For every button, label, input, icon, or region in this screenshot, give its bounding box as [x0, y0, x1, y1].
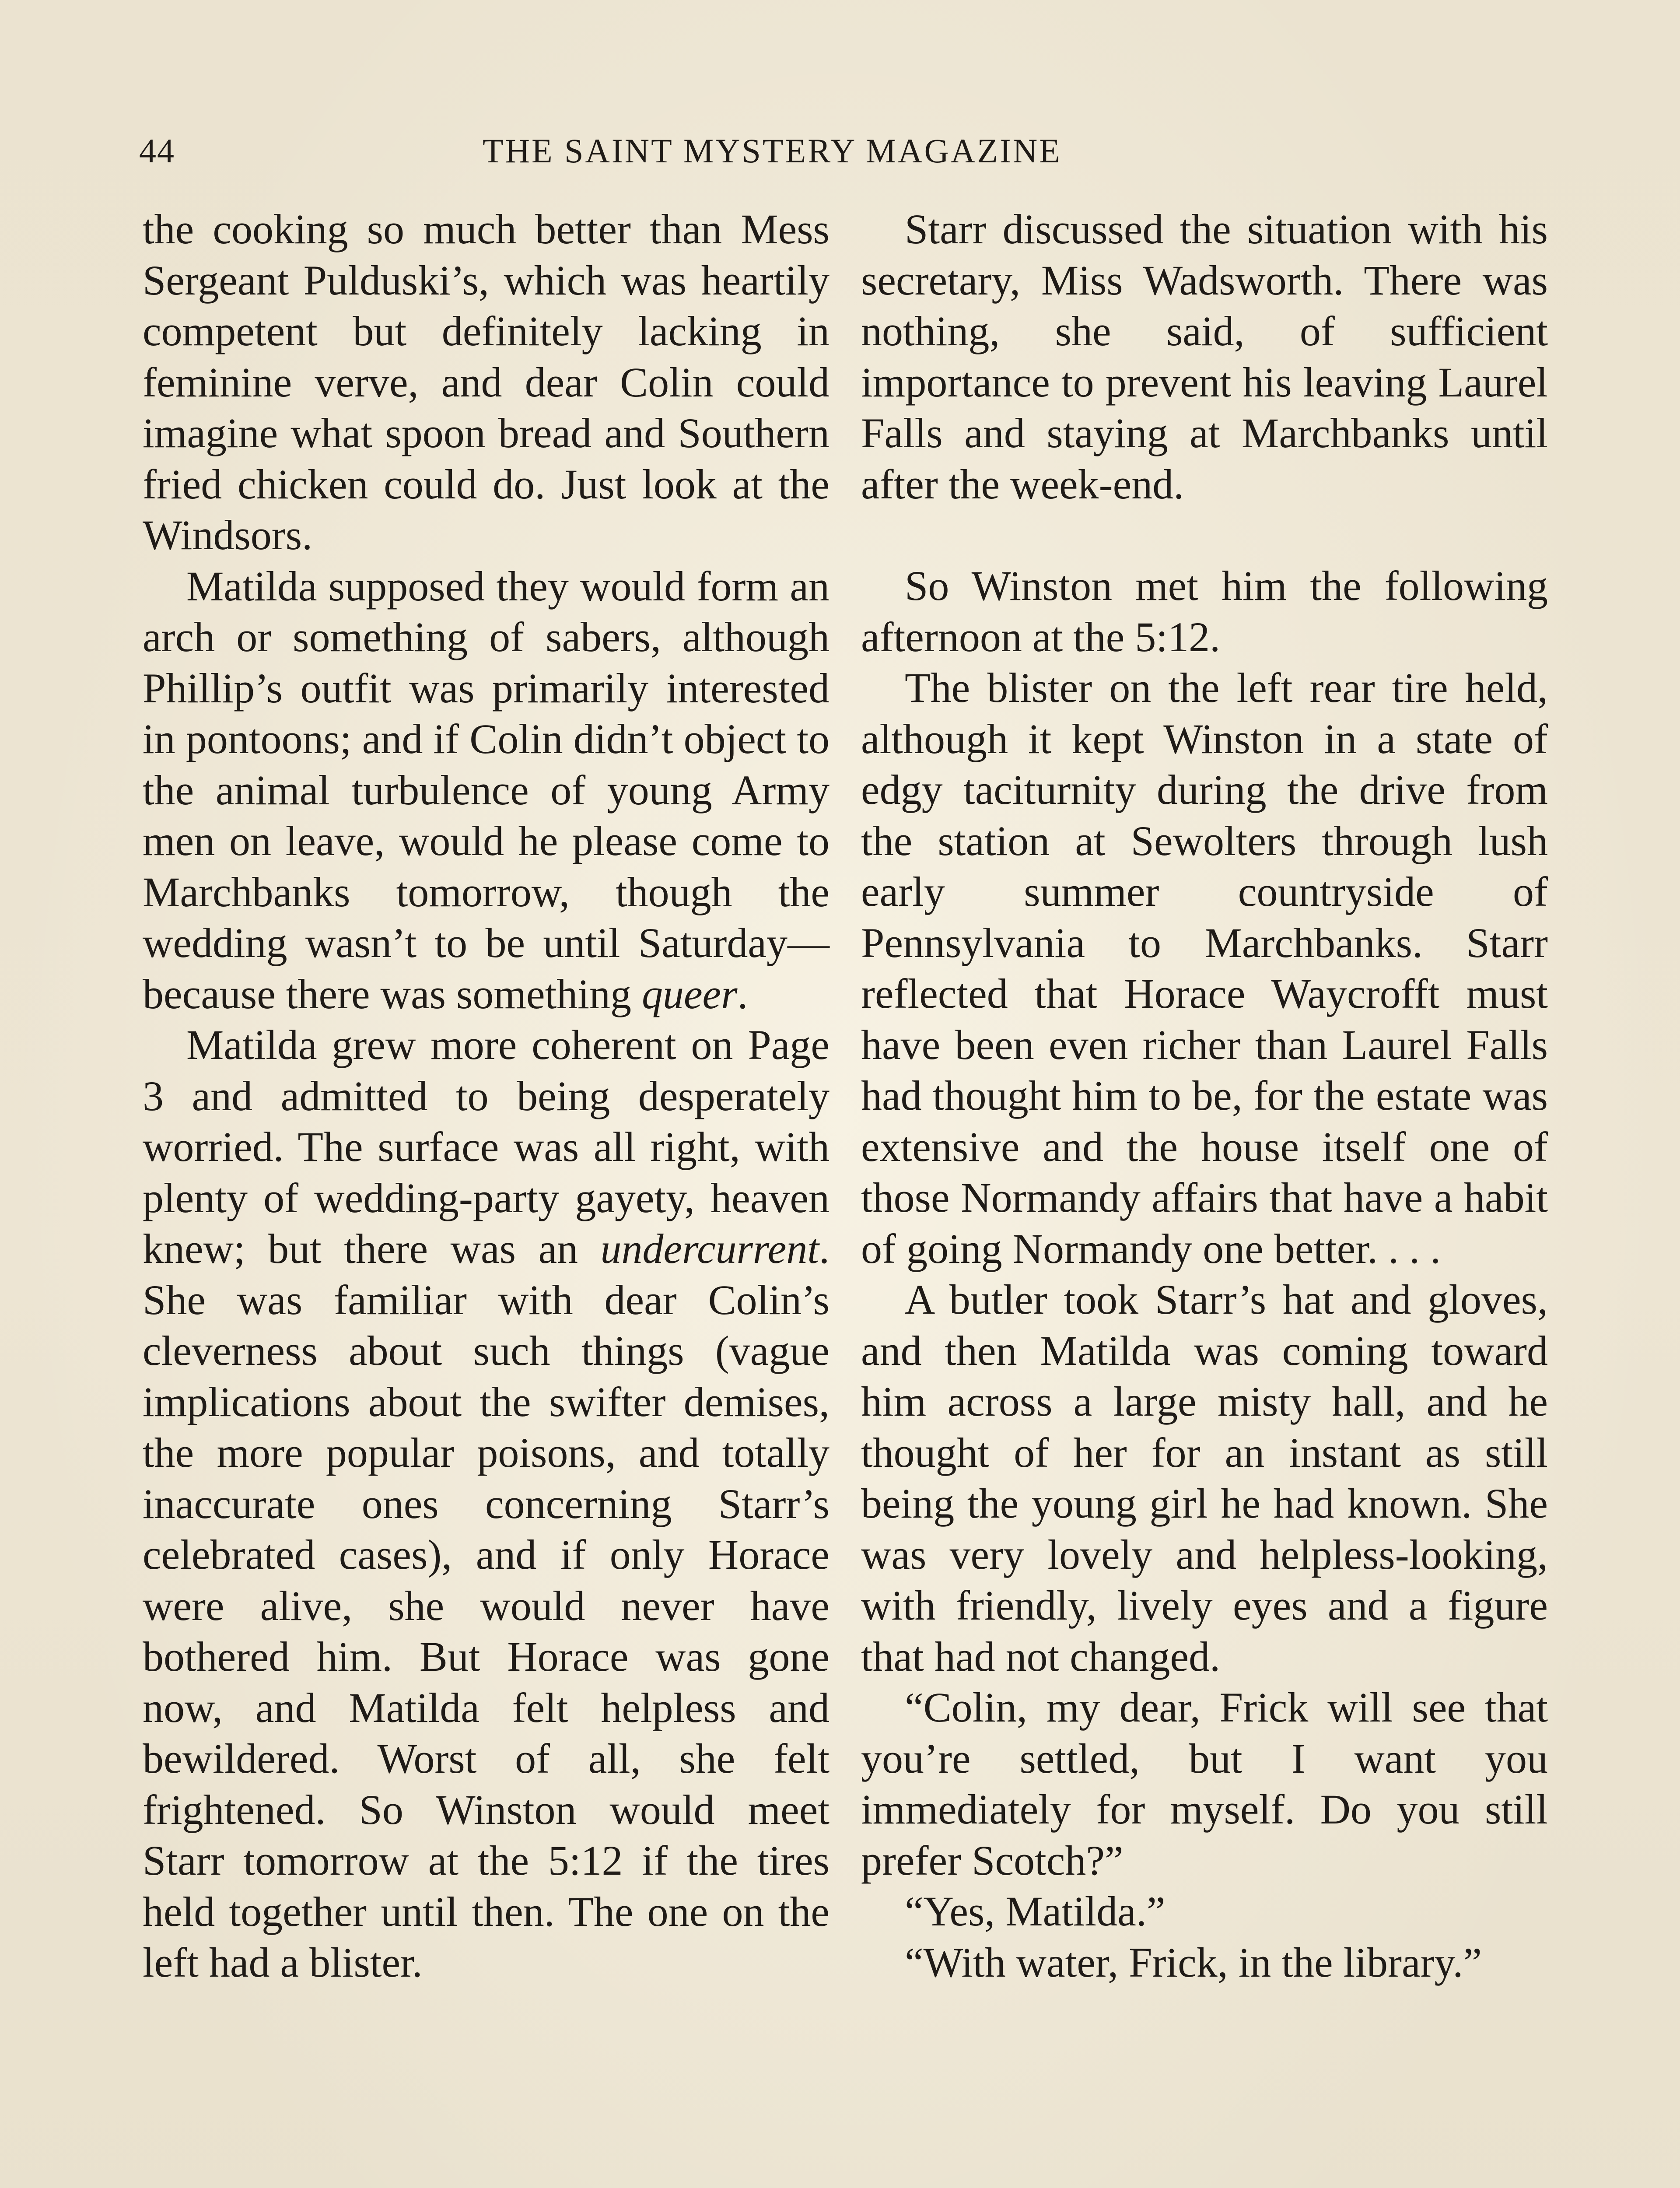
paragraph: A butler took Starr’s hat and gloves, and then Matilda was coming toward him across a large misty hall, and he thought of her for an instant as still being the young girl he had known. She was very lovely and helpless-looking, with friendly, lively eyes and a figure that had not changed.: [861, 1276, 1548, 1680]
running-head: [139, 131, 1535, 179]
paragraph: Starr discussed the situation with his secretary, Miss Wadsworth. There was nothing, she said, of sufficient importance to prevent his leaving Laurel Falls and staying at Marchbanks until after the week-end.: [861, 206, 1548, 508]
paragraph: “With water, Frick, in the library.”: [905, 1939, 1482, 1986]
paragraph: The blister on the left rear tire held, although it kept Winston in a state of edgy taciturnity during the drive from the station at Sewolters through lush early summer countryside of Pennsylvania to Marchbanks. Starr reflected that Horace Waycrofft must have been even richer than Laurel Falls had thought him to be, for the estate was extensive and the house itself one of those Normandy affairs that have a habit of going Normandy one better. . . .: [861, 664, 1548, 1272]
paragraph: “Colin, my dear, Frick will see that you’re settled, but I want you immediately for myself. Do you still prefer Scotch?”: [861, 1684, 1548, 1884]
paragraph: Matilda grew more coherent on Page 3 and admitted to being desperately worried. The surface was all right, with plenty of wedding-party gayety, heaven knew; but there was an undercurrent. She was familiar with dear Colin’s cleverness about such things (vague implications about the swifter demises, the more popular poisons, and totally inaccurate ones concerning Starr’s celebrated cases), and if only Horace were alive, she would never have bothered him. But Horace was gone now, and Matilda felt helpless and bewildered. Worst of all, she felt frightened. So Winston would meet Starr tomorrow at the 5:12 if the tires held together until then. The one on the left had a blister.: [143, 1021, 830, 1986]
paragraph: “Yes, Matilda.”: [905, 1888, 1166, 1935]
magazine-title: THE SAINT MYSTERY MAGAZINE: [483, 132, 1062, 170]
left-column: [143, 204, 830, 1988]
paragraph: Matilda supposed they would form an arch or something of sabers, although Phillip’s outfit was primarily interested in pontoons; and if Colin didn’t object to the animal turbulence of young Army men on leave, would he please come to Marchbanks tomorrow, though the wedding wasn’t to be until Saturday—because there was something queer.: [143, 562, 830, 1017]
right-column: [861, 204, 1548, 1988]
page-number: 44: [139, 132, 175, 170]
emphasis: undercurrent: [600, 1225, 819, 1272]
emphasis: queer: [641, 970, 738, 1017]
paragraph: the cooking so much better than Mess Sergeant Pulduski’s, which was heartily competent but definitely lacking in feminine verve, and dear Colin could imagine what spoon bread and Southern fried chicken could do. Just look at the Windsors.: [143, 206, 830, 558]
paragraph: So Winston met him the following afternoon at the 5:12.: [861, 562, 1548, 660]
